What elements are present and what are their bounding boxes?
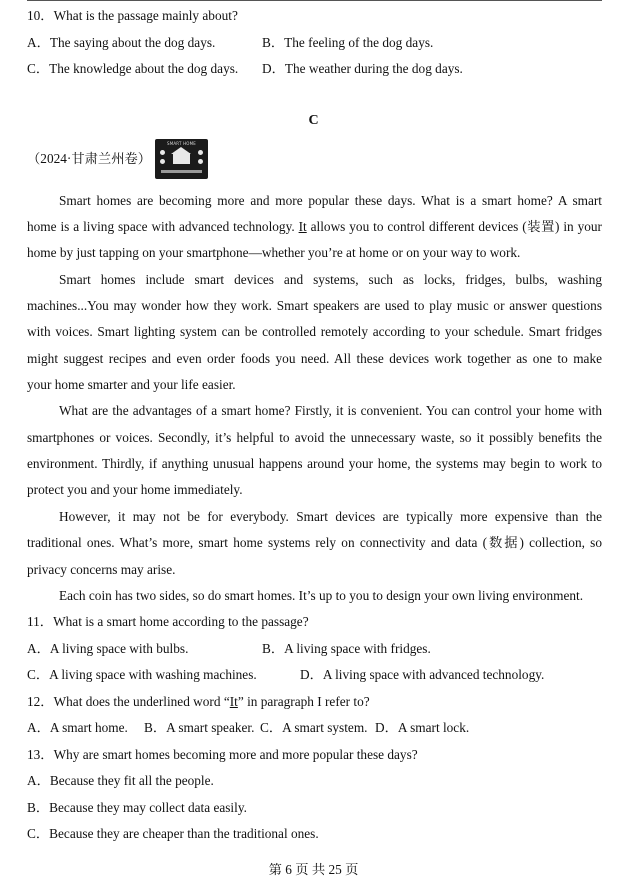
question-text: 12．What does the underlined word “ <box>27 694 230 709</box>
question-10: 10．What is the passage mainly about? <box>27 8 238 23</box>
section-letter: C <box>308 113 319 128</box>
passage-p2-line3: with voices. Smart lighting system can be controlled remotely according to your schedule. Smart fridges <box>27 324 602 339</box>
passage-p4-line2: traditional ones. What’s more, smart home systems rely on connectivity and data (数据) collection, so <box>27 535 602 550</box>
question-11: 11．What is a smart home according to the passage? <box>27 614 309 629</box>
passage-p5-line1: Each coin has two sides, so do smart homes. It’s up to you to design your own living environment. <box>59 588 584 603</box>
q12-option-b: B．A smart speaker. <box>144 720 255 735</box>
passage-p3-line3: environment. Thirdly, if anything unusual happens around your home, the systems may begin to work to <box>27 456 602 471</box>
device-icon <box>198 159 203 164</box>
smart-home-image <box>155 139 208 179</box>
passage-p3-line4: protect you and your home immediately. <box>27 482 243 497</box>
passage-p2-line1: Smart homes include smart devices and systems, such as locks, fridges, bulbs, washing <box>59 272 602 287</box>
q12-option-c: C．A smart system. <box>260 720 368 735</box>
device-icon <box>160 159 165 164</box>
passage-p3-line1: What are the advantages of a smart home? Firstly, it is convenient. You can control your home with <box>59 403 602 418</box>
passage-p2-line2: machines...You may wonder how they work. Smart speakers are used to play music or answer questions <box>27 298 602 313</box>
q10-option-c: C．The knowledge about the dog days. <box>27 61 239 76</box>
q11-option-d: D．A living space with advanced technology. <box>300 667 545 682</box>
device-icon <box>198 150 203 155</box>
passage-text: allows you to control different devices (装置) in your <box>306 219 602 234</box>
passage-p2-line5: your home smarter and your life easier. <box>27 377 236 392</box>
underlined-word: It <box>298 219 307 234</box>
passage-p1-line1: Smart homes are becoming more and more popular these days. What is a smart home? A smart <box>59 193 602 208</box>
q11-option-b: B．A living space with fridges. <box>262 641 431 656</box>
house-icon <box>173 153 190 164</box>
passage-p1-line3: home by just tapping on your smartphone—whether you’re at home or on your way to work. <box>27 245 521 260</box>
question-text: ” in paragraph I refer to? <box>237 694 370 709</box>
q12-option-d: D．A smart lock. <box>375 720 470 735</box>
q10-option-a: A．The saying about the dog days. <box>27 35 216 50</box>
top-divider <box>27 0 602 1</box>
q13-option-b: B．Because they may collect data easily. <box>27 800 247 815</box>
image-bar <box>161 170 202 173</box>
passage-p4-line1: However, it may not be for everybody. Smart devices are typically more expensive than the <box>59 509 602 524</box>
q13-option-a: A．Because they fit all the people. <box>27 773 214 788</box>
q10-option-b: B．The feeling of the dog days. <box>262 35 434 50</box>
device-icon <box>160 150 165 155</box>
q13-option-c: C．Because they are cheaper than the traditional ones. <box>27 826 319 841</box>
q12-option-a: A．A smart home. <box>27 720 128 735</box>
passage-source: （2024·甘肃兰州卷） <box>27 151 152 166</box>
question-12 <box>27 693 602 711</box>
passage-p2-line4: might suggest recipes and even order foods you need. All these devices work together as one to make <box>27 351 602 366</box>
q10-option-d: D．The weather during the dog days. <box>262 61 463 76</box>
page-number: 第 6 页 共 25 页 <box>268 862 359 877</box>
passage-p3-line2: smartphones or voices. Secondly, it’s helpful to avoid the unnecessary waste, so it possibly benefits the <box>27 430 602 445</box>
passage-p1-line2 <box>27 218 602 236</box>
passage-text: home is a living space with advanced technology. <box>27 219 299 234</box>
q11-option-c: C．A living space with washing machines. <box>27 667 257 682</box>
question-13: 13．Why are smart homes becoming more and more popular these days? <box>27 747 418 762</box>
q11-option-a: A．A living space with bulbs. <box>27 641 189 656</box>
passage-p4-line3: privacy concerns may arise. <box>27 562 176 577</box>
smart-home-image-caption: SMART HOME <box>166 141 197 146</box>
underlined-word: It <box>229 694 238 709</box>
